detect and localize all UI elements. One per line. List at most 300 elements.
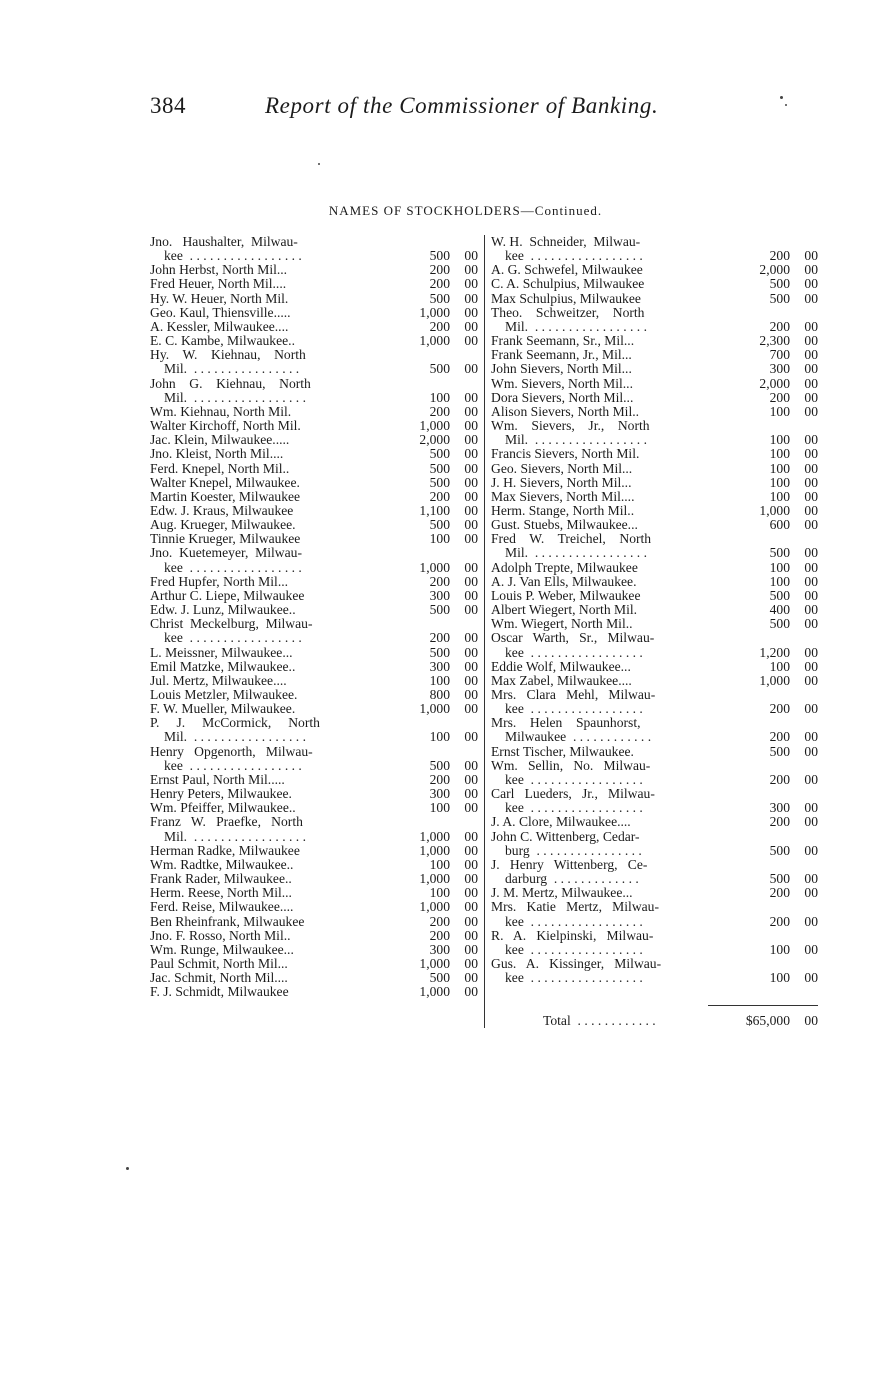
stockholder-name [150, 277, 368, 291]
stockholder-name [150, 334, 368, 348]
amount-dollars: 200 [769, 248, 790, 264]
stockholder-amount [368, 433, 478, 447]
stockholder-entry [491, 830, 818, 858]
stockholder-name-line: J. H. Sievers, North Mil... [491, 474, 632, 490]
stockholder-amount [711, 844, 818, 858]
stockholder-amount [368, 306, 478, 320]
amount-dollars: 200 [429, 276, 450, 292]
amount-dollars: 500 [429, 517, 450, 533]
amount-cents: 00 [804, 276, 818, 292]
stockholder-amount [711, 674, 818, 688]
stockholder-name [150, 532, 368, 546]
amount-cents: 00 [464, 432, 478, 448]
amount-dollars: 500 [769, 871, 790, 887]
amount-dollars: 500 [429, 361, 450, 377]
stockholder-name-line: kee . . . . . . . . . . . . . . . . . [505, 913, 643, 929]
stockholder-entry [491, 476, 818, 490]
stockholder-entry [491, 348, 818, 362]
amount-cents: 00 [464, 276, 478, 292]
amount-dollars: 500 [429, 757, 450, 773]
stockholder-entry [491, 277, 818, 291]
amount-dollars: 200 [429, 771, 450, 787]
amount-dollars: 500 [769, 842, 790, 858]
amount-dollars: 100 [769, 573, 790, 589]
stockholder-name [491, 688, 711, 716]
running-head: Report of the Commissioner of Banking. [265, 93, 659, 118]
stockholder-name-line: Hy. W. Heuer, North Mil. [150, 290, 289, 306]
amount-cents: 00 [804, 871, 818, 887]
stockholder-amount [368, 532, 478, 546]
stockholder-name [491, 235, 711, 263]
stockholder-entry [150, 419, 478, 433]
amount-cents: 00 [464, 970, 478, 986]
stockholder-entry [150, 532, 478, 546]
amount-cents: 00 [464, 630, 478, 646]
stockholder-amount [711, 518, 818, 532]
stockholder-amount [368, 504, 478, 518]
amount-dollars: 800 [429, 687, 450, 702]
stockholder-name [491, 476, 711, 490]
total-row [491, 1013, 818, 1029]
stockholder-entry [150, 787, 478, 801]
stockholder-name-line: Henry Peters, Milwaukee. [150, 786, 292, 802]
stockholder-name-line: Mil. . . . . . . . . . . . . . . . . . [505, 318, 647, 334]
stockholder-name-line: Mil. . . . . . . . . . . . . . . . . . [505, 545, 647, 561]
stockholder-name-line: kee . . . . . . . . . . . . . . . . . [505, 701, 643, 717]
stockholder-name [150, 745, 368, 773]
stockholder-name-line: W. H. Schneider, Milwau- [491, 234, 641, 249]
stockholder-name-line: Wm. Sievers, Jr., North [491, 418, 650, 434]
stockholder-entry [150, 405, 478, 419]
stockholder-entry [491, 957, 818, 985]
stockholder-name-line: Jac. Schmit, North Mil.... [150, 970, 288, 986]
amount-cents: 00 [804, 389, 818, 405]
stockholder-name-line: Fred Hupfer, North Mil... [150, 573, 289, 589]
stockholder-amount [368, 830, 478, 844]
stockholder-entry [150, 858, 478, 872]
stockholder-name [150, 476, 368, 490]
stockholder-name [150, 886, 368, 900]
stockholder-name-line: Wm. Kiehnau, North Mil. [150, 403, 292, 419]
amount-dollars: 200 [429, 913, 450, 929]
stockholder-name-line: L. Meissner, Milwaukee... [150, 644, 293, 660]
stockholder-entry [491, 688, 818, 716]
stockholder-amount [368, 900, 478, 914]
stockholder-entry [491, 447, 818, 461]
scan-speck [780, 96, 783, 99]
stockholder-name [491, 447, 711, 461]
stockholder-amount [368, 915, 478, 929]
stockholder-amount [711, 277, 818, 291]
stockholder-name-line: Wm. Radtke, Milwaukee.. [150, 856, 294, 872]
stockholder-name-line: kee . . . . . . . . . . . . . . . . . [164, 248, 302, 264]
stockholder-entry [491, 589, 818, 603]
stockholder-name [150, 433, 368, 447]
amount-cents: 00 [804, 403, 818, 419]
stockholder-entry [491, 900, 818, 928]
stockholder-amount [368, 462, 478, 476]
stockholder-name-line: C. A. Schulpius, Milwaukee [491, 276, 645, 292]
stockholder-entry [491, 674, 818, 688]
stockholder-name-line: kee . . . . . . . . . . . . . . . . . [164, 757, 302, 773]
stockholder-name [150, 688, 368, 702]
stockholder-name-line: Frank Seemann, Sr., Mil... [491, 333, 635, 349]
stockholder-entry [150, 844, 478, 858]
amount-cents: 00 [804, 248, 818, 264]
stockholder-name-line: A. Kessler, Milwaukee.... [150, 318, 289, 334]
stockholder-entry [150, 773, 478, 787]
amount-cents: 00 [464, 757, 478, 773]
stockholder-entry [150, 263, 478, 277]
amount-dollars: 100 [769, 559, 790, 575]
amount-dollars: 100 [769, 474, 790, 490]
stockholder-entry [150, 490, 478, 504]
stockholder-name-line: Hy. W. Kiehnau, North [150, 347, 306, 363]
stockholder-name [491, 716, 711, 744]
stockholder-entry [150, 447, 478, 461]
amount-dollars: 300 [429, 786, 450, 802]
amount-dollars: 500 [769, 545, 790, 561]
stockholder-amount [368, 702, 478, 716]
amount-cents: 00 [804, 814, 818, 830]
amount-cents: 00 [464, 290, 478, 306]
stockholder-name-line: Tinnie Krueger, Milwaukee [150, 531, 301, 547]
amount-cents: 00 [804, 290, 818, 306]
stockholder-name-line: Walter Knepel, Milwaukee. [150, 474, 300, 490]
stockholder-name-line: Emil Matzke, Milwaukee.. [150, 658, 296, 674]
amount-dollars: 100 [769, 460, 790, 476]
amount-cents: 00 [804, 262, 818, 278]
stockholder-amount [368, 518, 478, 532]
stockholder-amount [711, 561, 818, 575]
stockholder-name-line: Max Schulpius, Milwaukee [491, 290, 641, 306]
stockholder-amount [711, 575, 818, 589]
amount-cents: 00 [464, 828, 478, 844]
stockholder-amount [368, 249, 478, 263]
stockholder-name-line: kee . . . . . . . . . . . . . . . . . [164, 630, 302, 646]
amount-dollars: 500 [429, 248, 450, 264]
amount-cents: 00 [804, 743, 818, 759]
stockholder-name-line: J. Henry Wittenberg, Ce- [491, 856, 648, 872]
amount-cents: 00 [804, 602, 818, 618]
stockholder-name-line: Oscar Warth, Sr., Milwau- [491, 630, 655, 646]
amount-cents: 00 [804, 545, 818, 561]
stockholder-name-line: kee . . . . . . . . . . . . . . . . . [505, 248, 643, 264]
amount-cents: 00 [464, 856, 478, 872]
stockholder-amount [368, 476, 478, 490]
stockholder-entry [491, 532, 818, 560]
stockholder-name-line: Louis Metzler, Milwaukee. [150, 687, 298, 702]
stockholder-name-line: Ben Rheinfrank, Milwaukee [150, 913, 305, 929]
stockholder-amount [711, 872, 818, 886]
amount-dollars: 300 [769, 800, 790, 816]
amount-cents: 00 [804, 432, 818, 448]
amount-cents: 00 [464, 644, 478, 660]
stockholder-name [491, 759, 711, 787]
stockholder-entry [491, 235, 818, 263]
stockholder-name-line: darburg . . . . . . . . . . . . . [505, 871, 639, 887]
amount-dollars: 300 [429, 941, 450, 957]
stockholder-name [491, 815, 711, 829]
stockholder-name-line: Ferd. Knepel, North Mil.. [150, 460, 290, 476]
stockholder-entry [491, 603, 818, 617]
amount-cents: 00 [804, 658, 818, 674]
stockholder-name [491, 348, 711, 362]
amount-dollars: 1,000 [419, 842, 450, 858]
amount-dollars: 100 [429, 389, 450, 405]
stockholder-amount [368, 405, 478, 419]
amount-dollars: 100 [429, 729, 450, 745]
stockholder-entry [491, 759, 818, 787]
scan-speck [126, 1167, 129, 1170]
stockholder-amount [368, 561, 478, 575]
stockholder-amount [711, 263, 818, 277]
stockholder-name [491, 603, 711, 617]
stockholder-name [150, 773, 368, 787]
stockholder-amount [368, 872, 478, 886]
stockholder-name-line: kee . . . . . . . . . . . . . . . . . [164, 559, 302, 575]
amount-cents: 00 [804, 517, 818, 533]
stockholder-amount [711, 433, 818, 447]
stockholder-entry [491, 886, 818, 900]
stockholder-amount [368, 447, 478, 461]
stockholder-name-line: Ferd. Reise, Milwaukee.... [150, 899, 294, 915]
stockholder-entry [150, 943, 478, 957]
amount-dollars: 200 [769, 729, 790, 745]
stockholder-name-line: Herm. Stange, North Mil.. [491, 502, 635, 518]
stockholder-amount [711, 745, 818, 759]
amount-dollars: 500 [769, 290, 790, 306]
stockholder-name [491, 575, 711, 589]
stockholders-right-column [491, 235, 818, 985]
stockholder-name-line: kee . . . . . . . . . . . . . . . . . [505, 771, 643, 787]
stockholder-name [150, 844, 368, 858]
stockholder-name [150, 447, 368, 461]
amount-cents: 00 [464, 984, 478, 1000]
stockholder-name-line: E. C. Kambe, Milwaukee.. [150, 333, 295, 349]
stockholder-name-line: Eddie Wolf, Milwaukee... [491, 658, 631, 674]
amount-cents: 00 [804, 474, 818, 490]
stockholder-entry [150, 745, 478, 773]
amount-dollars: 2,300 [759, 333, 790, 349]
amount-cents: 00 [464, 871, 478, 887]
amount-cents: 00 [804, 885, 818, 901]
stockholder-entry [491, 504, 818, 518]
amount-dollars: 400 [769, 602, 790, 618]
stockholder-name [491, 490, 711, 504]
stockholder-amount [368, 886, 478, 900]
stockholder-entry [491, 815, 818, 829]
stockholder-name [150, 603, 368, 617]
stockholder-entry [491, 716, 818, 744]
stockholder-name [150, 263, 368, 277]
stockholder-name [150, 943, 368, 957]
amount-cents: 00 [464, 248, 478, 264]
stockholder-amount [711, 730, 818, 744]
amount-cents: 00 [464, 262, 478, 278]
stockholder-amount [711, 943, 818, 957]
stockholder-name-line: Mrs. Clara Mehl, Milwau- [491, 687, 656, 702]
stockholder-entry [150, 688, 478, 702]
stockholder-name-line: Geo. Kaul, Thiensville..... [150, 304, 291, 320]
stockholder-entry [150, 985, 478, 999]
stockholder-entry [150, 504, 478, 518]
stockholder-name-line: kee . . . . . . . . . . . . . . . . . [505, 970, 643, 986]
amount-dollars: 200 [429, 630, 450, 646]
stockholder-name [491, 957, 711, 985]
scan-speck [318, 163, 320, 165]
amount-dollars: 100 [769, 941, 790, 957]
stockholder-name-line: Francis Sievers, North Mil. [491, 446, 640, 462]
stockholder-name-line: F. W. Mueller, Milwaukee. [150, 701, 296, 717]
amount-dollars: 200 [769, 913, 790, 929]
amount-dollars: 200 [429, 488, 450, 504]
stockholder-amount [711, 886, 818, 900]
stockholder-amount [711, 447, 818, 461]
stockholder-amount [711, 646, 818, 660]
stockholder-name-line: Edw. J. Lunz, Milwaukee.. [150, 602, 296, 618]
stockholder-entry [491, 292, 818, 306]
stockholder-name-line: Wm. Wiegert, North Mil.. [491, 616, 633, 632]
stockholder-entry [150, 334, 478, 348]
stockholder-amount [711, 915, 818, 929]
stockholder-name [491, 306, 711, 334]
stockholder-name-line: Herm. Reese, North Mil... [150, 885, 292, 901]
amount-cents: 00 [804, 701, 818, 717]
stockholder-name-line: A. J. Van Ells, Milwaukee. [491, 573, 637, 589]
amount-dollars: 1,000 [759, 672, 790, 688]
stockholder-name [150, 929, 368, 943]
total-rule [708, 1005, 818, 1006]
amount-dollars: 1,000 [419, 955, 450, 971]
stockholder-name [150, 858, 368, 872]
stockholder-entry [491, 419, 818, 447]
stockholder-entry [150, 716, 478, 744]
stockholder-entry [491, 490, 818, 504]
stockholder-amount [711, 971, 818, 985]
stockholder-name [491, 362, 711, 376]
stockholder-amount [368, 674, 478, 688]
amount-cents: 00 [804, 941, 818, 957]
stockholder-name-line: Alison Sievers, North Mil.. [491, 403, 640, 419]
stockholder-entry [491, 745, 818, 759]
stockholder-name [150, 702, 368, 716]
stockholder-name [491, 589, 711, 603]
stockholder-name [491, 617, 711, 631]
amount-cents: 00 [804, 460, 818, 476]
stockholder-amount [711, 773, 818, 787]
stockholder-name-line: John G. Kiehnau, North [150, 375, 311, 391]
amount-cents: 00 [804, 375, 818, 391]
stockholder-amount [368, 603, 478, 617]
stockholder-entry [150, 660, 478, 674]
stockholder-name-line: Max Zabel, Milwaukee.... [491, 672, 632, 688]
amount-cents: 00 [804, 644, 818, 660]
stockholder-entry [491, 518, 818, 532]
amount-cents: 00 [804, 729, 818, 745]
amount-cents: 00 [804, 333, 818, 349]
stockholder-entry [150, 915, 478, 929]
stockholder-amount [711, 490, 818, 504]
amount-dollars: 100 [769, 432, 790, 448]
amount-cents: 00 [464, 899, 478, 915]
stockholder-name [491, 504, 711, 518]
amount-cents: 00 [464, 573, 478, 589]
total-cents: 00 [804, 1013, 818, 1028]
stockholder-entry [150, 235, 478, 263]
stockholder-name-line: John Sievers, North Mil... [491, 361, 632, 377]
stockholder-name-line: A. G. Schwefel, Milwaukee [491, 262, 643, 278]
amount-dollars: 1,000 [419, 333, 450, 349]
stockholder-name-line: Theo. Schweitzer, North [491, 304, 645, 320]
stockholder-entry [491, 334, 818, 348]
stockholder-entry [150, 348, 478, 376]
stockholder-name-line: John C. Wittenberg, Cedar- [491, 828, 640, 844]
stockholder-name-line: Jac. Klein, Milwaukee..... [150, 432, 290, 448]
page-header [150, 93, 695, 127]
amount-cents: 00 [464, 927, 478, 943]
stockholder-entry [491, 617, 818, 631]
stockholder-amount [711, 249, 818, 263]
amount-cents: 00 [464, 474, 478, 490]
amount-dollars: 200 [429, 573, 450, 589]
amount-dollars: 1,000 [419, 871, 450, 887]
stockholder-entry [491, 660, 818, 674]
amount-cents: 00 [464, 658, 478, 674]
amount-dollars: 500 [429, 474, 450, 490]
stockholder-name [150, 518, 368, 532]
stockholder-name [491, 886, 711, 900]
stockholder-entry [150, 886, 478, 900]
stockholder-name-line: Frank Rader, Milwaukee.. [150, 871, 292, 887]
amount-cents: 00 [804, 842, 818, 858]
stockholder-amount [368, 759, 478, 773]
stockholder-name-line: P. J. McCormick, North [150, 715, 320, 731]
stockholder-entry [150, 589, 478, 603]
amount-cents: 00 [464, 786, 478, 802]
stockholder-amount [711, 589, 818, 603]
stockholder-amount [368, 391, 478, 405]
stockholder-name [491, 674, 711, 688]
stockholder-name-line: Edw. J. Kraus, Milwaukee [150, 502, 294, 518]
amount-cents: 00 [804, 970, 818, 986]
stockholder-entry [150, 320, 478, 334]
stockholder-name-line: Aug. Krueger, Milwaukee. [150, 517, 296, 533]
stockholder-name-line: Martin Koester, Milwaukee [150, 488, 301, 504]
stockholder-amount [368, 575, 478, 589]
stockholder-name-line: Ernst Paul, North Mil..... [150, 771, 285, 787]
amount-dollars: 1,000 [419, 984, 450, 1000]
stockholder-entry [150, 546, 478, 574]
stockholder-entry [150, 377, 478, 405]
amount-dollars: 500 [429, 446, 450, 462]
stockholder-name-line: kee . . . . . . . . . . . . . . . . . [505, 941, 643, 957]
stockholder-amount [368, 730, 478, 744]
stockholder-name-line: Mil. . . . . . . . . . . . . . . . . [164, 361, 300, 377]
stockholder-entry [150, 815, 478, 843]
stockholder-amount [711, 702, 818, 716]
stockholder-entry [491, 405, 818, 419]
amount-dollars: 600 [769, 517, 790, 533]
stockholder-amount [711, 815, 818, 829]
amount-cents: 00 [464, 517, 478, 533]
amount-dollars: 2,000 [419, 432, 450, 448]
amount-cents: 00 [464, 602, 478, 618]
stockholder-name-line: Dora Sievers, North Mil... [491, 389, 634, 405]
amount-dollars: 300 [429, 658, 450, 674]
amount-cents: 00 [804, 913, 818, 929]
stockholder-entry [150, 306, 478, 320]
